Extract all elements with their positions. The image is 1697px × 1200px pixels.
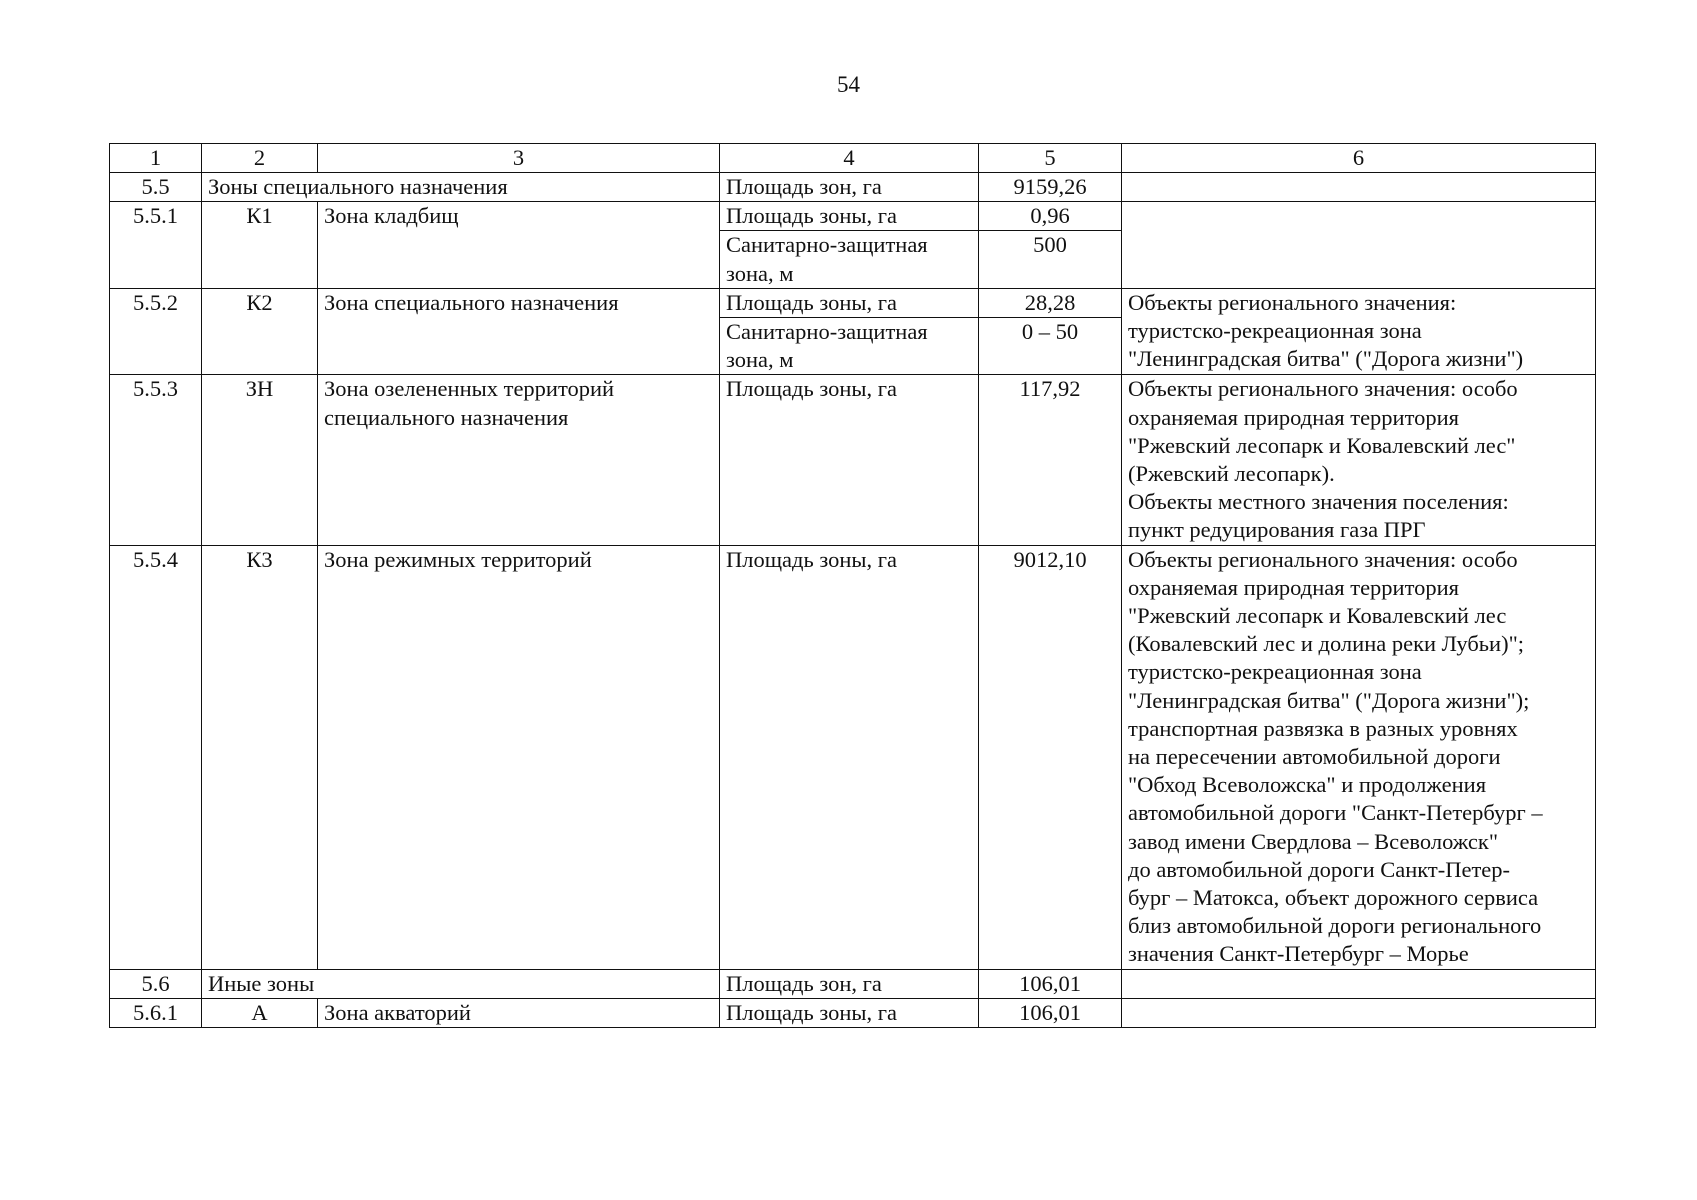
parameter-value: 9159,26 xyxy=(979,173,1122,202)
header-cell: 4 xyxy=(720,144,979,173)
parameter-value: 0,96 xyxy=(979,202,1122,231)
parameter-label: Площадь зон, га xyxy=(720,173,979,202)
parameter-label: Площадь зоны, га xyxy=(720,998,979,1027)
table-row xyxy=(110,969,1596,998)
table-row xyxy=(110,375,1596,545)
note-line: до автомобильной дороги Санкт-Петер- xyxy=(1128,856,1511,882)
row-number: 5.5.2 xyxy=(110,288,202,375)
row-number: 5.5.3 xyxy=(110,375,202,545)
header-cell: 6 xyxy=(1122,144,1596,173)
zone-name: Зона режимных территорий xyxy=(318,545,720,969)
parameter-label: Площадь зоны, га xyxy=(720,375,979,545)
header-cell: 1 xyxy=(110,144,202,173)
zone-name: Зона специального назначения xyxy=(318,288,720,375)
notes-cell xyxy=(1122,173,1596,202)
zone-code: А xyxy=(202,998,318,1027)
table-header-row xyxy=(110,144,1596,173)
note-line: "Ленинградская битва" ("Дорога жизни") xyxy=(1128,346,1524,372)
parameter-label xyxy=(720,231,979,288)
row-number: 5.6 xyxy=(110,969,202,998)
note-line: Объекты регионального значения: xyxy=(1128,289,1457,315)
note-line: туристско-рекреационная зона xyxy=(1128,659,1422,685)
table-row xyxy=(110,173,1596,202)
parameter-label xyxy=(720,318,979,375)
parameter-label: Площадь зоны, га xyxy=(720,545,979,969)
notes-cell xyxy=(1122,202,1596,289)
label-line: зона, м xyxy=(726,260,794,286)
parameter-value: 0 – 50 xyxy=(979,318,1122,375)
note-line: охраняемая природная территория xyxy=(1128,404,1460,430)
notes-cell xyxy=(1122,969,1596,998)
table-row xyxy=(110,202,1596,231)
parameter-label: Площадь зон, га xyxy=(720,969,979,998)
table-row xyxy=(110,998,1596,1027)
note-line: значения Санкт-Петербург – Морье xyxy=(1128,941,1469,967)
notes-cell xyxy=(1122,545,1596,969)
zones-table xyxy=(109,143,1596,1028)
row-number: 5.5.4 xyxy=(110,545,202,969)
table-row xyxy=(110,545,1596,969)
note-line: Объекты местного значения поселения: xyxy=(1128,489,1509,515)
parameter-value: 106,01 xyxy=(979,969,1122,998)
note-line: "Ржевский лесопарк и Ковалевский лес xyxy=(1128,603,1507,629)
note-line: автомобильной дороги "Санкт-Петербург – xyxy=(1128,800,1543,826)
zone-code: К2 xyxy=(202,288,318,375)
parameter-label: Площадь зоны, га xyxy=(720,288,979,317)
note-line: (Ржевский лесопарк). xyxy=(1128,461,1335,487)
label-line: Санитарно-защитная xyxy=(726,232,928,258)
table-row xyxy=(110,288,1596,317)
zone-name: Зона кладбищ xyxy=(318,202,720,289)
notes-cell xyxy=(1122,288,1596,375)
note-line: бург – Матокса, объект дорожного сервиса xyxy=(1128,885,1539,911)
zone-name xyxy=(318,375,720,545)
parameter-value: 106,01 xyxy=(979,998,1122,1027)
note-line: на пересечении автомобильной дороги xyxy=(1128,744,1501,770)
parameter-value: 28,28 xyxy=(979,288,1122,317)
parameter-value: 117,92 xyxy=(979,375,1122,545)
header-cell: 2 xyxy=(202,144,318,173)
note-line: Объекты регионального значения: особо xyxy=(1128,546,1518,572)
header-cell: 3 xyxy=(318,144,720,173)
parameter-value: 9012,10 xyxy=(979,545,1122,969)
zone-code: ЗН xyxy=(202,375,318,545)
note-line: завод имени Свердлова – Всеволожск" xyxy=(1128,828,1499,854)
row-number: 5.6.1 xyxy=(110,998,202,1027)
page-number: 54 xyxy=(837,72,860,97)
notes-cell xyxy=(1122,375,1596,545)
note-line: "Обход Всеволожска" и продолжения xyxy=(1128,772,1487,798)
name-line: Зона озелененных территорий xyxy=(324,376,615,402)
note-line: транспортная развязка в разных уровнях xyxy=(1128,715,1518,741)
note-line: Объекты регионального значения: особо xyxy=(1128,376,1518,402)
note-line: пункт редуцирования газа ПРГ xyxy=(1128,517,1426,543)
row-number: 5.5 xyxy=(110,173,202,202)
note-line: близ автомобильной дороги регионального xyxy=(1128,913,1542,939)
parameter-value: 500 xyxy=(979,231,1122,288)
zone-group-name: Иные зоны xyxy=(202,969,720,998)
note-line: туристско-рекреационная зона xyxy=(1128,318,1422,344)
header-cell: 5 xyxy=(979,144,1122,173)
zone-code: К1 xyxy=(202,202,318,289)
note-line: "Ленинградская битва" ("Дорога жизни"); xyxy=(1128,687,1530,713)
zone-name: Зона акваторий xyxy=(318,998,720,1027)
note-line: охраняемая природная территория xyxy=(1128,574,1460,600)
note-line: "Ржевский лесопарк и Ковалевский лес" xyxy=(1128,432,1516,458)
parameter-label: Площадь зоны, га xyxy=(720,202,979,231)
notes-cell xyxy=(1122,998,1596,1027)
zone-group-name: Зоны специального назначения xyxy=(202,173,720,202)
label-line: Санитарно-защитная xyxy=(726,319,928,345)
zone-code: К3 xyxy=(202,545,318,969)
name-line: специального назначения xyxy=(324,404,569,430)
note-line: (Ковалевский лес и долина реки Лубьи)"; xyxy=(1128,631,1525,657)
label-line: зона, м xyxy=(726,347,794,373)
row-number: 5.5.1 xyxy=(110,202,202,289)
